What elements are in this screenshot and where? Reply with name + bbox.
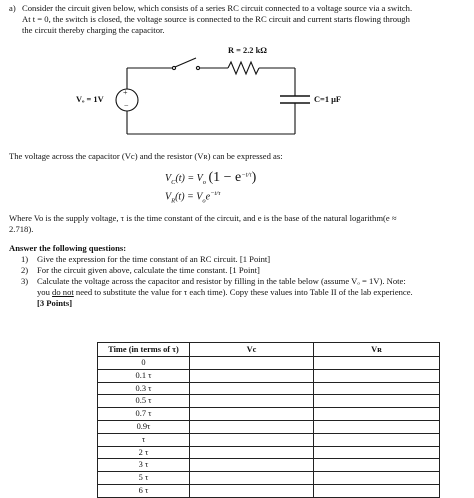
table-row <box>98 446 440 459</box>
intro-line-3: the circuit thereby charging the capacitor. <box>22 25 165 35</box>
q3-number: 3) <box>21 276 29 286</box>
questions-heading: Answer the following questions: <box>9 243 127 253</box>
vc-cell[interactable] <box>190 420 314 433</box>
resistor-label: R = 2.2 kΩ <box>228 46 267 55</box>
vc-cell[interactable] <box>190 395 314 408</box>
table-row <box>98 472 440 485</box>
capacitor-label: C=1 µF <box>314 95 342 104</box>
table-row <box>98 408 440 421</box>
vc-cell[interactable] <box>190 472 314 485</box>
equation-capacitor-voltage: $V_C(t) = V_o$ $(1 - e^{-t/\tau})$ <box>165 170 257 186</box>
vr-cell[interactable] <box>314 357 440 370</box>
table-row <box>98 420 440 433</box>
time-cell: 5 τ <box>98 472 190 485</box>
switch-blade <box>175 58 196 67</box>
voltage-table <box>97 342 440 498</box>
vc-cell[interactable] <box>190 369 314 382</box>
table-row <box>98 357 440 370</box>
vc-cell[interactable] <box>190 484 314 497</box>
vr-cell[interactable] <box>314 472 440 485</box>
vr-cell[interactable] <box>314 433 440 446</box>
time-cell: τ <box>98 433 190 446</box>
time-cell: 0.3 τ <box>98 382 190 395</box>
vr-cell[interactable] <box>314 459 440 472</box>
table-row <box>98 395 440 408</box>
voltage-intro: The voltage across the capacitor (Vc) and the resistor (Vʀ) can be expressed as: <box>9 151 283 161</box>
header-time: Time (in terms of τ) <box>98 343 190 357</box>
vr-cell[interactable] <box>314 420 440 433</box>
q3-text-line-1: Calculate the voltage across the capacitor and resistor by filling in the table below (assume Vₒ = 1V). Note: <box>37 276 406 286</box>
vr-cell[interactable] <box>314 408 440 421</box>
vc-cell[interactable] <box>190 459 314 472</box>
resistor-symbol <box>228 62 259 74</box>
q2-number: 2) <box>21 265 29 275</box>
time-cell: 2 τ <box>98 446 190 459</box>
switch-contact-right <box>196 66 199 69</box>
vc-cell[interactable] <box>190 382 314 395</box>
time-cell: 0.7 τ <box>98 408 190 421</box>
table-row <box>98 459 440 472</box>
where-line-2: 2.718). <box>9 224 34 234</box>
table-header-row <box>98 343 440 357</box>
source-minus-sign: − <box>124 101 129 110</box>
time-cell: 6 τ <box>98 484 190 497</box>
table-row <box>98 484 440 497</box>
time-cell: 0.5 τ <box>98 395 190 408</box>
vc-cell[interactable] <box>190 408 314 421</box>
vc-cell[interactable] <box>190 446 314 459</box>
header-vc: Vc <box>190 343 314 357</box>
source-label: Vₒ = 1V <box>76 95 104 104</box>
vr-cell[interactable] <box>314 484 440 497</box>
where-line-1: Where Vo is the supply voltage, τ is the time constant of the circuit, and e is the base of the natural logarithm(e ≈ <box>9 213 397 223</box>
vc-cell[interactable] <box>190 357 314 370</box>
time-cell: 0.9τ <box>98 420 190 433</box>
time-cell: 3 τ <box>98 459 190 472</box>
intro-line-1: Consider the circuit given below, which consists of a series RC circuit connected to a voltage source via a switch. <box>22 3 413 13</box>
q3-points: [3 Points] <box>37 298 73 308</box>
table-row <box>98 382 440 395</box>
q3-text-line-2: you do not need to substitute the value for τ each time). Copy these values into Table II of the lab experience. <box>37 287 413 297</box>
vr-cell[interactable] <box>314 395 440 408</box>
time-cell: 0 <box>98 357 190 370</box>
q2-text: For the circuit given above, calculate the time constant. [1 Point] <box>37 265 260 275</box>
vc-cell[interactable] <box>190 433 314 446</box>
header-vr: Vʀ <box>314 343 440 357</box>
q1-number: 1) <box>21 254 29 264</box>
q1-text: Give the expression for the time constant of an RC circuit. [1 Point] <box>37 254 271 264</box>
vr-cell[interactable] <box>314 446 440 459</box>
vr-cell[interactable] <box>314 369 440 382</box>
time-cell: 0.1 τ <box>98 369 190 382</box>
intro-line-2: At t = 0, the switch is closed, the voltage source is connected to the RC circuit and current starts flowing through <box>22 14 410 24</box>
table-row <box>98 433 440 446</box>
vr-cell[interactable] <box>314 382 440 395</box>
question-marker: a) <box>9 3 16 13</box>
table-row <box>98 369 440 382</box>
source-plus-sign: + <box>123 88 128 97</box>
equation-resistor-voltage: $V_R(t) = V_oe^{-t/\tau}$ <box>165 190 221 205</box>
